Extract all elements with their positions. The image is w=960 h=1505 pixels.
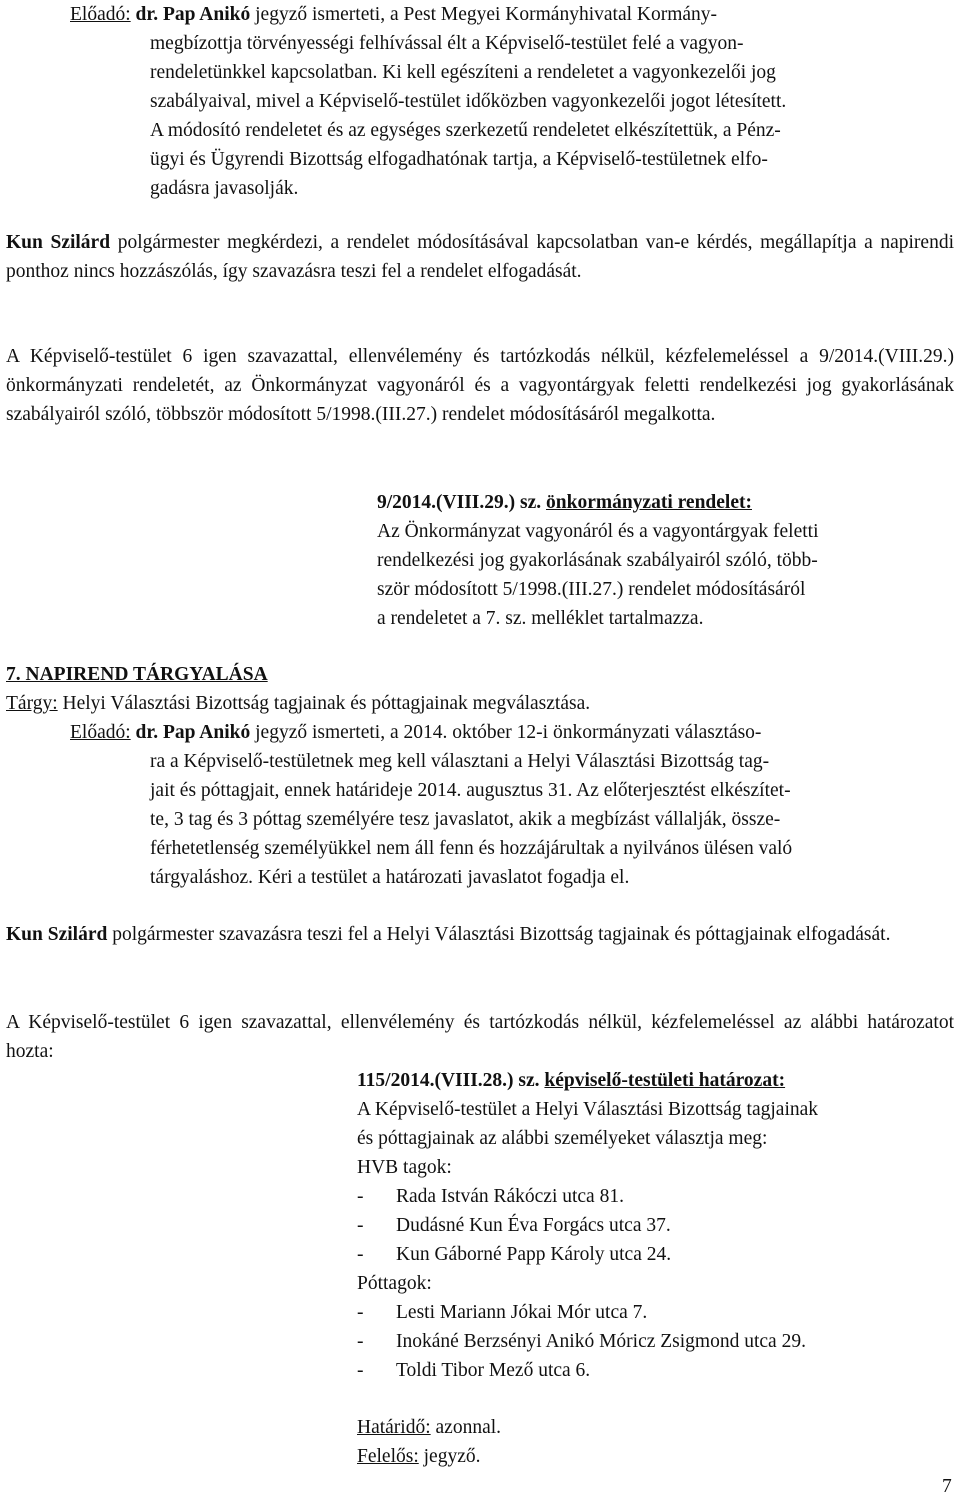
decree-number: 9/2014.(VIII.29.) sz. [377,492,542,513]
intro-line-7: gadásra javasolják. [150,178,299,199]
intro-presenter-block [70,0,950,29]
mayor-vote-call-paragraph [6,920,954,949]
member-item: - Rada István Rákóczi utca 81. [357,1186,624,1207]
resolution-number: 115/2014.(VIII.28.) sz. [357,1070,540,1091]
agenda-7-text [150,747,950,892]
agenda-text-line-3: jait és póttagjait, ennek határideje 2014. augusztus 31. Az előterjesztést elkészítet- [150,780,791,801]
decree-line-2: rendelkezési jog gyakorlásának szabályairól szóló, több- [377,550,818,571]
presenter-label: Előadó: [70,4,131,25]
intro-line-3: rendeletünkkel kapcsolatban. Ki kell egészíteni a rendeletet a vagyonkezelői jog [150,62,776,83]
mayor-vote-call-text: polgármester szavazásra teszi fel a Helyi Választási Bizottság tagjainak és póttagjainak elfogadását. [112,924,891,945]
agenda-text-line-1: jegyző ismerteti, a 2014. október 12-i önkormányzati választáso- [255,722,762,743]
responsible-value: jegyző. [423,1446,481,1467]
agenda-heading: 7. NAPIREND TÁRGYALÁSA [6,664,268,685]
decree-title: önkormányzati rendelet: [546,492,752,513]
vote-text-2: A Képviselő-testület 6 igen szavazattal, ellenvélemény és tartózkodás nélkül, kézfelemeléssel az alábbi határozatot hozta: [6,1012,954,1062]
subject-label: Tárgy: [6,693,58,714]
intro-text [150,29,950,203]
resolution-footer [357,1413,952,1471]
agenda-presenter-name: dr. Pap Anikó [135,722,251,743]
decree-line-3: ször módosított 5/1998.(III.27.) rendelet módosításáról [377,579,806,600]
mayor-question-paragraph [6,228,954,286]
vote-paragraph-1 [6,342,954,429]
intro-line-1: jegyző ismerteti, a Pest Megyei Kormányhivatal Kormány- [255,4,718,25]
responsible-label: Felelős: [357,1446,419,1467]
agenda-text-line-4: te, 3 tag és 3 póttag személyére tesz javaslatot, akik a megbízást vállalják, össze- [150,809,781,830]
intro-line-5: A módosító rendeletet és az egységes szerkezetű rendeletet elkészítettük, a Pénz- [150,120,781,141]
intro-line-6: ügyi és Ügyrendi Bizottság elfogadhatónak tartja, a Képviselő-testületnek elfo- [150,149,768,170]
member-item: - Kun Gáborné Papp Károly utca 24. [357,1244,672,1265]
vote-paragraph-2 [6,1008,954,1066]
mayor-name: Kun Szilárd [6,232,111,253]
alternate-item: - Toldi Tibor Mező utca 6. [357,1360,591,1381]
agenda-7-heading-block [6,660,954,718]
intro-line-4: szabályaival, mivel a Képviselő-testület időközben vagyonkezelői jogot létesített. [150,91,787,112]
members-label: HVB tagok: [357,1157,452,1178]
agenda-text-line-5: férhetetlenség személyükkel nem áll fenn és hozzájárultak a nyilvános ülésen való [150,838,793,859]
deadline-value: azonnal. [435,1417,502,1438]
resolution-title: képviselő-testületi határozat: [544,1070,786,1091]
resolution-block [357,1066,952,1385]
agenda-7-presenter [70,718,950,747]
presenter-name: dr. Pap Anikó [135,4,251,25]
agenda-presenter-label: Előadó: [70,722,131,743]
member-item: - Dudásné Kun Éva Forgács utca 37. [357,1215,671,1236]
agenda-text-line-2: ra a Képviselő-testületnek meg kell választani a Helyi Választási Bizottság tag- [150,751,770,772]
alternates-label: Póttagok: [357,1273,432,1294]
alternate-item: - Lesti Mariann Jókai Mór utca 7. [357,1302,648,1323]
decree-block [377,488,947,633]
vote-text-1: A Képviselő-testület 6 igen szavazattal, ellenvélemény és tartózkodás nélkül, kézfelemeléssel a 9/2014.(VIII.29.) önkormányzati rendeletét, az Önkormányzat vagyonáról és a vagyontárgyak feletti rendelkezési jog gyakorlásának szabályairól szóló, többször módosított 5/1998.(III.27.) rendelet módosításáról megalkotta. [6,346,954,425]
agenda-text-line-6: tárgyaláshoz. Kéri a testület a határozati javaslatot fogadja el. [150,867,630,888]
alternate-item: - Inokáné Berzsényi Anikó Móricz Zsigmond utca 29. [357,1331,806,1352]
resolution-line-1: A Képviselő-testület a Helyi Választási Bizottság tagjainak [357,1099,819,1120]
subject-text: Helyi Választási Bizottság tagjainak és póttagjainak megválasztása. [62,693,591,714]
page-number: 7 [942,1476,952,1497]
decree-line-1: Az Önkormányzat vagyonáról és a vagyontárgyak feletti [377,521,819,542]
resolution-line-2: és póttagjainak az alábbi személyeket választja meg: [357,1128,768,1149]
deadline-label: Határidő: [357,1417,431,1438]
decree-line-4: a rendeletet a 7. sz. melléklet tartalmazza. [377,608,704,629]
intro-line-2: megbízottja törvényességi felhívással élt a Képviselő-testület felé a vagyon- [150,33,744,54]
mayor-question-text: polgármester megkérdezi, a rendelet módosításával kapcsolatban van-e kérdés, megállapítja a napirendi ponthoz nincs hozzászólás, így szavazásra teszi fel a rendelet elfogadását. [6,232,955,282]
mayor-name-2: Kun Szilárd [6,924,108,945]
